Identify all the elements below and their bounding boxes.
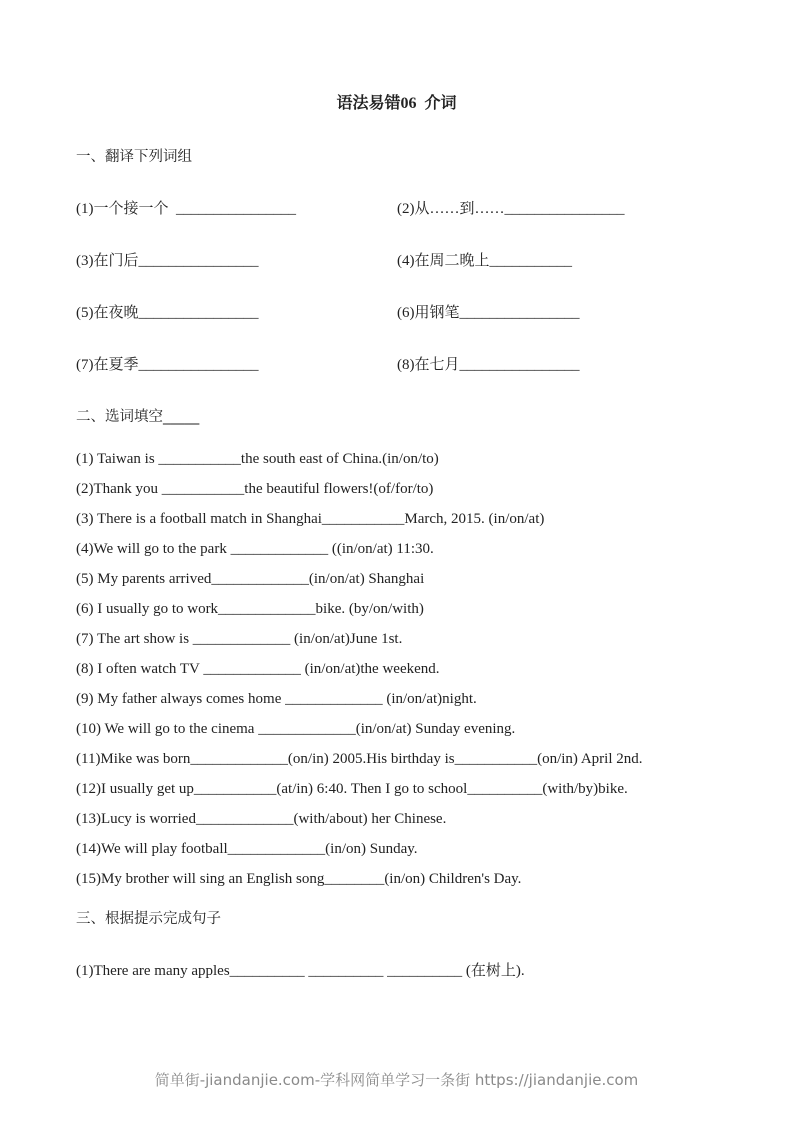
fill-blank-sentence: (10) We will go to the cinema _____________(in/on/at) Sunday evening. bbox=[76, 721, 516, 737]
fill-blank-sentence: (11)Mike was born_____________(on/in) 2005.His birthday is___________(on/in) April 2nd. bbox=[76, 751, 643, 767]
section2-heading: 二、选词填空_____ bbox=[76, 409, 200, 425]
translation-item: (1)一个接一个 ________________ bbox=[76, 201, 296, 217]
fill-blank-sentence: (7) The art show is _____________ (in/on/at)June 1st. bbox=[76, 631, 403, 647]
complete-sentence-item: (1)There are many apples__________ __________ __________ (在树上). bbox=[76, 963, 525, 979]
fill-blank-sentence: (4)We will go to the park _____________ ((in/on/at) 11:30. bbox=[76, 541, 434, 557]
fill-blank-sentence: (8) I often watch TV _____________ (in/on/at)the weekend. bbox=[76, 661, 440, 677]
fill-blank-sentence: (9) My father always comes home _____________ (in/on/at)night. bbox=[76, 691, 477, 707]
fill-blank-sentence: (13)Lucy is worried_____________(with/about) her Chinese. bbox=[76, 811, 447, 827]
document-title: 语法易错06 介词 bbox=[336, 95, 457, 112]
fill-blank-sentence: (6) I usually go to work_____________bike. (by/on/with) bbox=[76, 601, 424, 617]
fill-blank-sentence: (12)I usually get up___________(at/in) 6:40. Then I go to school__________(with/by)bike. bbox=[76, 781, 628, 797]
translation-item: (4)在周二晚上___________ bbox=[397, 253, 572, 269]
footer-watermark: 简单街-jiandanjie.com-学科网简单学习一条街 https://jiandanjie.com bbox=[154, 1071, 639, 1089]
fill-blank-sentence: (3) There is a football match in Shanghai___________March, 2015. (in/on/at) bbox=[76, 511, 545, 527]
section1-heading: 一、翻译下列词组 bbox=[76, 149, 192, 165]
translation-item: (8)在七月________________ bbox=[397, 357, 580, 373]
translation-item: (6)用钢笔________________ bbox=[397, 305, 580, 321]
translation-item: (2)从……到……________________ bbox=[397, 201, 625, 217]
translation-item: (5)在夜晚________________ bbox=[76, 305, 259, 321]
fill-blank-sentence: (2)Thank you ___________the beautiful flowers!(of/for/to) bbox=[76, 481, 434, 497]
translation-item: (7)在夏季________________ bbox=[76, 357, 259, 373]
section3-heading: 三、根据提示完成句子 bbox=[76, 911, 221, 927]
fill-blank-sentence: (15)My brother will sing an English song________(in/on) Children's Day. bbox=[76, 871, 522, 887]
fill-blank-sentence: (5) My parents arrived_____________(in/on/at) Shanghai bbox=[76, 571, 425, 587]
translation-item: (3)在门后________________ bbox=[76, 253, 259, 269]
fill-blank-sentence: (14)We will play football_____________(in/on) Sunday. bbox=[76, 841, 418, 857]
fill-blank-sentence: (1) Taiwan is ___________the south east of China.(in/on/to) bbox=[76, 451, 439, 467]
